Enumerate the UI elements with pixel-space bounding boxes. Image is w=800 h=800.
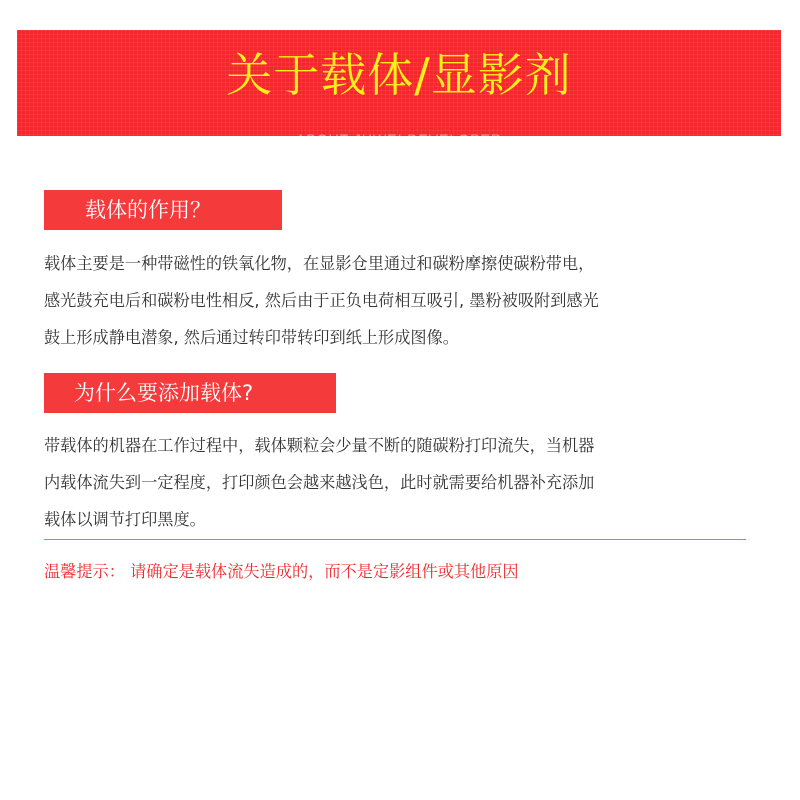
- tip-note: 温馨提示： 请确定是载体流失造成的，而不是定影组件或其他原因: [44, 562, 519, 581]
- text-line: 带载体的机器在工作过程中，载体颗粒会少量不断的随碳粉打印流失，当机器: [44, 436, 595, 455]
- divider: [44, 539, 746, 540]
- text-line: 感光鼓充电后和碳粉电性相反, 然后由于正负电荷相互吸引, 墨粉被吸附到感光: [44, 291, 599, 310]
- section-heading-why-add-carrier: 为什么要添加载体?: [44, 373, 336, 413]
- header-banner: [17, 30, 781, 147]
- section-text-why-add-carrier: [44, 427, 749, 538]
- text-line: 鼓上形成静电潜象, 然后通过转印带转印到纸上形成图像。: [44, 328, 459, 347]
- text-line: 内载体流失到一定程度，打印颜色会越来越浅色，此时就需要给机器补充添加: [44, 473, 595, 492]
- text-line: 载体主要是一种带磁性的铁氧化物，在显影仓里通过和碳粉摩擦使碳粉带电，: [44, 254, 595, 273]
- page-title: 关于载体/显影剂: [226, 48, 572, 102]
- section-text-carrier-function: [44, 245, 749, 356]
- page-subtitle: ABOUT JUWEI DEVELOPER: [296, 131, 502, 147]
- section-heading-carrier-function: 载体的作用？: [44, 190, 282, 230]
- text-line: 载体以调节打印黑度。: [44, 510, 206, 529]
